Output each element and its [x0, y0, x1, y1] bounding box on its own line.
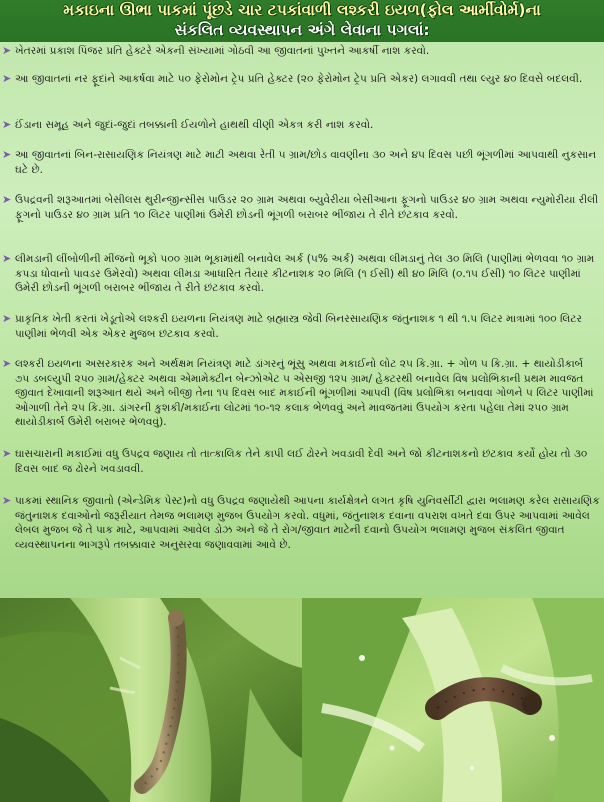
list-item-text: ખેતરમાં પ્રકાશ પિંજર પ્રતિ હેક્ટરે એકની સંખ્યામાં ગોઠવી આ જીવાતનાં પુખ્તને આકર્ષી નાશ કરવો. — [15, 45, 430, 57]
arrow-bullet-icon: ➤ — [2, 148, 12, 161]
list-item — [2, 118, 600, 133]
list-item-text: આ જીવાતનાં નર ફૂદાંને આકર્ષવા માટે ૫૦ ફેરોમોન ટ્રેપ પ્રતિ હેક્ટર (૨૦ ફેરોમોન ટ્રેપ પ્રતિ એકર) લગાવવી તથા લ્યુર ૪૦ દિવસે બદલવી. — [15, 73, 583, 85]
list-item — [2, 193, 600, 222]
caterpillar-in-whorl-image — [302, 598, 604, 802]
arrow-bullet-icon: ➤ — [2, 357, 12, 370]
list-item-text: ઘાસચારાની મકાઈમાં વધુ ઉપદ્રવ જણાય તો તાત્કાલિક તેને કાપી લઈ ઢોરને ખવડાવી દેવી અને જો કીટનાશકનો છંટકાવ કર્યો હોય તો ૩૦ દિવસ બાદ જ ઢોરને ખવડાવવી. — [15, 448, 588, 475]
arrow-bullet-icon: ➤ — [2, 312, 12, 325]
arrow-bullet-icon: ➤ — [2, 494, 12, 507]
list-item — [2, 447, 600, 476]
list-item-text: પ્રાકૃતિક ખેતી કરતાં ખેડૂતોએ લશ્કરી ઇયળના નિયંત્રણ માટે બ્રહ્માસ્ત્ર જેવી બિનરસાયણિક જંતુનાશક ૧ થી ૧.૫ લિટર માત્રામાં ૧૦૦ લિટર પાણીમાં ભેળવી એક એકર મુજબ છંટકાવ કરવો. — [15, 313, 583, 340]
list-item-text: આ જીવાતનાં બિન-રાસાયણિક નિયંત્રણ માટે માટી અથવા રેતી ૫ ગ્રામ/છોડ વાવણીના ૩૦ અને ૪૫ દિવસ પછી ભૂંગળીમાં આપવાથી નુકસાન ઘટે છે. — [15, 149, 597, 176]
caterpillar-on-leaf-image — [0, 598, 302, 802]
caterpillar-in-maize-whorl-photo — [302, 598, 604, 802]
page-title-line-1: મકાઇના ઊભા પાકમાં પૂંછડે ચાર ટપકાંવાળી લશ્કરી ઇયળ(ફોલ આર્મીવોર્મ)ના — [63, 1, 541, 19]
photo-strip — [0, 598, 604, 802]
list-item-text: પાકમાં સ્થાનિક જીવાતો (એન્ડેમિક પેસ્ટ)નો વધુ ઉપદ્રવ જણાયેથી આપના કાર્યક્ષેત્રને લગત કૃષિ યુનિવર્સીટી દ્વારા ભલામણ કરેલ રાસાયણિક જંતુનાશક દવાઓનો જરૂરીયાત તેમજ ભલામણ મુજબ ઉપયોગ કરવો. વધુમાં, જંતુનાશક દવાના વપરાશ વખતે દવા ઉપર આપવામાં આવેલ લેબલ મુજબ જે તે પાક માટે, આપવામાં આવેલ ડોઝ અને જે તે રોગ/જીવાત માટેની દવાનો ઉપયોગ ભલામણ મુજબ સંકલિત જીવાત વ્યવસ્થાપનના ભાગરૂપે તબક્કાવાર અનુસરવા જણાવવામાં આવે છે. — [15, 495, 600, 551]
list-item — [2, 148, 600, 177]
list-item — [2, 494, 600, 552]
list-item — [2, 44, 600, 59]
caterpillar-on-maize-leaf-photo — [0, 598, 302, 802]
arrow-bullet-icon: ➤ — [2, 44, 12, 57]
recommendations-list — [0, 44, 604, 590]
list-item — [2, 312, 600, 341]
list-item-text: લશ્કરી ઇયળના અસરકારક અને અર્થક્ષમ નિયંત્રણ માટે ડાંગરનું ભૂંસુ અથવા મકાઈનો લોટ ૨૫ કિ.ગ્રા. + ગોળ ૫ કિ.ગ્રા. + થાયોડીકાર્બ ૭૫ ડબલ્યુપી ૨૫૦ ગ્રામ/હેક્ટર અથવા એમામેક્ટીન બેન્ઝોએટ ૫ એસજી ૧૨૫ ગ્રામ/ હેક્ટરથી બનાવેલ વિષ પ્રલોભિકાની પ્રથમ માવજત જીવાત દેખાવાની શરૂઆત થયે અને બીજી તેના ૧૫ દિવસ બાદ મકાઈની ભૂંગળીમાં આપવી (વિષ પ્રલોભિકા બનાવવા ગોળને ૫ લિટર પાણીમાં ઓગાળી તેને ૨૫ કિ.ગ્રા. ડાંગરની કુશકી/મકાઈના લોટમાં ૧૦-૧૨ કલાક ભેળવવું અને માવજતમાં ઉપયોગ કરતા પહેલા તેમાં ૨૫૦ ગ્રામ થાયોડીકાર્બ ઉમેરી બરાબર ભેળવવું). — [15, 358, 594, 429]
arrow-bullet-icon: ➤ — [2, 72, 12, 85]
list-item-text: ઉપદ્રવની શરૂઆતમાં બેસીલસ થુરીન્જીન્સીસ પાઉડર ૨૦ ગ્રામ અથવા બ્યુવેરીયા બેસીઆના ફૂગનો પાઉડર ૪૦ ગ્રામ અથવા ન્યુમોરીયા રીલી ફૂગનો પાઉડર ૪૦ ગ્રામ પ્રતિ ૧૦ લિટર પાણીમાં ઉમેરી છોડની ભૂંગળી બરાબર ભીંજાય તે રીતે છંટકાવ કરવો. — [15, 194, 599, 221]
list-item-text: લીમડાની લીંબોળીની મીંજનો ભૂકો ૫૦૦ ગ્રામ ભૂકામાંથી બનાવેલ અર્ક (૫% અર્ક) અથવા લીમડાનું તેલ ૩૦ મિલિ (પાણીમાં ભેળવવા ૧૦ ગ્રામ કપડા ધોવાનો પાવડર ઉમેરવો) અથવા લીમડા આધારિત તૈયાર કીટનાશક ૨૦ મિલિ (૧ ઈસી) થી ૪૦ મિલિ (૦.૧૫ ઈસી) ૧૦ લિટર પાણીમાં ઉમેરી છોડની ભૂંગળી બરાબર ભીંજાય તે રીતે છંટકાવ કરવો. — [15, 253, 595, 295]
arrow-bullet-icon: ➤ — [2, 118, 12, 131]
arrow-bullet-icon: ➤ — [2, 252, 12, 265]
list-item — [2, 357, 600, 430]
page-title-line-2: સંકલિત વ્યવસ્થાપન અંગે લેવાના પગલાં: — [174, 21, 430, 39]
title-banner — [0, 0, 604, 42]
list-item — [2, 252, 600, 296]
list-item — [2, 72, 600, 87]
arrow-bullet-icon: ➤ — [2, 447, 12, 460]
list-item-text: ઈંડાના સમૂહ અને જુદાં-જુદાં તબક્કાની ઈયળોને હાથથી વીણી એકત્ર કરી નાશ કરવો. — [15, 119, 374, 131]
arrow-bullet-icon: ➤ — [2, 193, 12, 206]
